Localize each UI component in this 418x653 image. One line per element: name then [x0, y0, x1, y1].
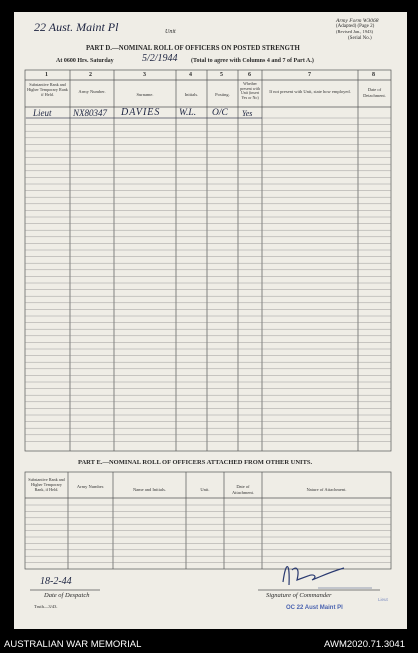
- part-e-header-unit: Unit.: [200, 487, 210, 492]
- part-e-header-rank: Substantive Rank and Higher Temporary Rank, if Held.: [28, 477, 65, 492]
- column-header-employment: If not present with Unit, state how employed.: [269, 89, 351, 94]
- unit-stamp: OC 22 Aust Maint Pl: [286, 605, 343, 611]
- despatch-date-label: Date of Despatch: [44, 592, 90, 599]
- column-header-rank: Substantive Rank and Higher Temporary Rank if Held.: [27, 82, 68, 97]
- part-d-instruction: (Total to agree with Columns 4 and 7 of Part A.): [191, 58, 314, 64]
- column-header-posting: Posting.: [215, 92, 230, 97]
- column-number: 8: [372, 72, 375, 78]
- part-e-header-attachment-date: Date of Attachment.: [231, 484, 255, 495]
- row-present: Yes: [242, 109, 253, 118]
- form-id-3: (Revised Jan., 1943): [336, 29, 373, 34]
- column-header-present: Whether present with Unit (insert Yes or No): [240, 81, 260, 100]
- column-number: 2: [89, 72, 92, 78]
- printer-code: Truth—3/43.: [34, 604, 58, 609]
- signature-label: Signature of Commander: [266, 592, 332, 599]
- row-army-number: NX80347: [73, 108, 108, 118]
- unit-label: Unit: [165, 29, 176, 35]
- stamp-extra: Lieut: [378, 597, 388, 602]
- form-id-2: (Adapted) (Page 2): [336, 24, 375, 29]
- column-header-army-number: Army Number.: [78, 89, 106, 94]
- despatch-date-handwritten: 18-2-44: [40, 576, 72, 587]
- part-d-at-label: At 0600 Hrs. Saturday: [56, 58, 114, 64]
- part-d-date-handwritten: 5/2/1944: [142, 53, 178, 64]
- column-header-detachment-date: Date of Detachment.: [363, 87, 386, 98]
- serial-number-label: (Serial No.): [348, 36, 372, 41]
- column-number: 4: [189, 72, 192, 78]
- footer-accession-number: AWM2020.71.3041: [324, 639, 405, 650]
- column-number: 6: [248, 72, 251, 78]
- row-posting: O/C: [212, 108, 228, 118]
- part-e-header-nature: Nature of Attachment.: [306, 487, 347, 492]
- column-number: 1: [45, 72, 48, 78]
- column-number: 5: [220, 72, 223, 78]
- footer-institution: AUSTRALIAN WAR MEMORIAL: [4, 639, 142, 650]
- row-initials: W.L.: [179, 108, 197, 118]
- column-number: 7: [308, 72, 311, 78]
- form-id-1: Army Form W3068: [336, 18, 379, 24]
- column-header-initials: Initials.: [184, 92, 199, 97]
- unit-name-handwritten: 22 Aust. Maint Pl: [34, 20, 119, 34]
- part-d-title: PART D.—NOMINAL ROLL OF OFFICERS ON POSTED STRENGTH: [86, 45, 300, 52]
- row-rank: Lieut: [33, 108, 52, 118]
- column-number: 3: [143, 72, 146, 78]
- part-e-header-army-number: Army Number.: [76, 484, 105, 489]
- column-header-surname: Surname.: [136, 92, 154, 97]
- part-e-header-name: Name and Initials.: [132, 487, 167, 492]
- row-surname: DAVIES: [121, 107, 161, 118]
- part-e-title: PART E.—NOMINAL ROLL OF OFFICERS ATTACHED FROM OTHER UNITS.: [78, 459, 313, 466]
